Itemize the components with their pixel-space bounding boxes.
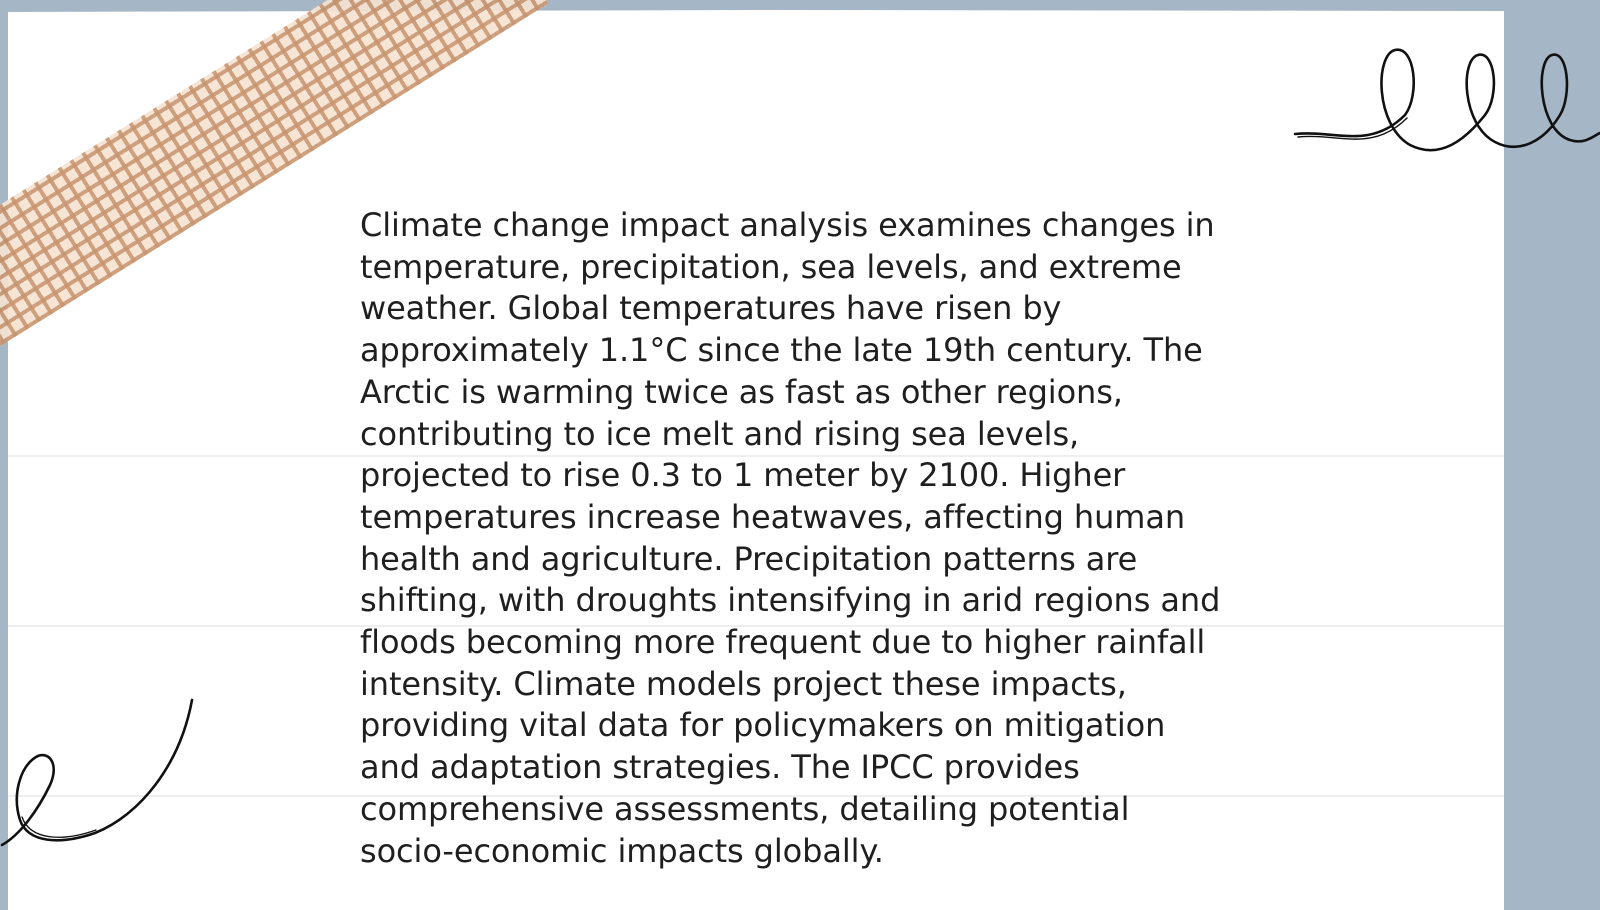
loop-scribble-icon: [1290, 30, 1600, 165]
body-paragraph: Climate change impact analysis examines changes in temperature, precipitation, sea levels, and extreme weather. Global temperatures have risen by approximately 1.1°C since the late 19th century. The Arctic is warming twice as fast as other regions, contributing to ice melt and rising sea levels, projected to rise 0.3 to 1 meter by 2100. Higher temperatures increase heatwaves, affecting human health and agriculture. Precipitation patterns are shifting, with droughts intensifying in arid regions and floods becoming more frequent due to higher rainfall intensity. Climate models project these impacts, providing vital data for policymakers on mitigation and adaptation strategies. The IPCC provides comprehensive assessments, detailing potential socio-economic impacts globally.: [360, 206, 1221, 870]
swirl-scribble-icon: [0, 695, 210, 855]
